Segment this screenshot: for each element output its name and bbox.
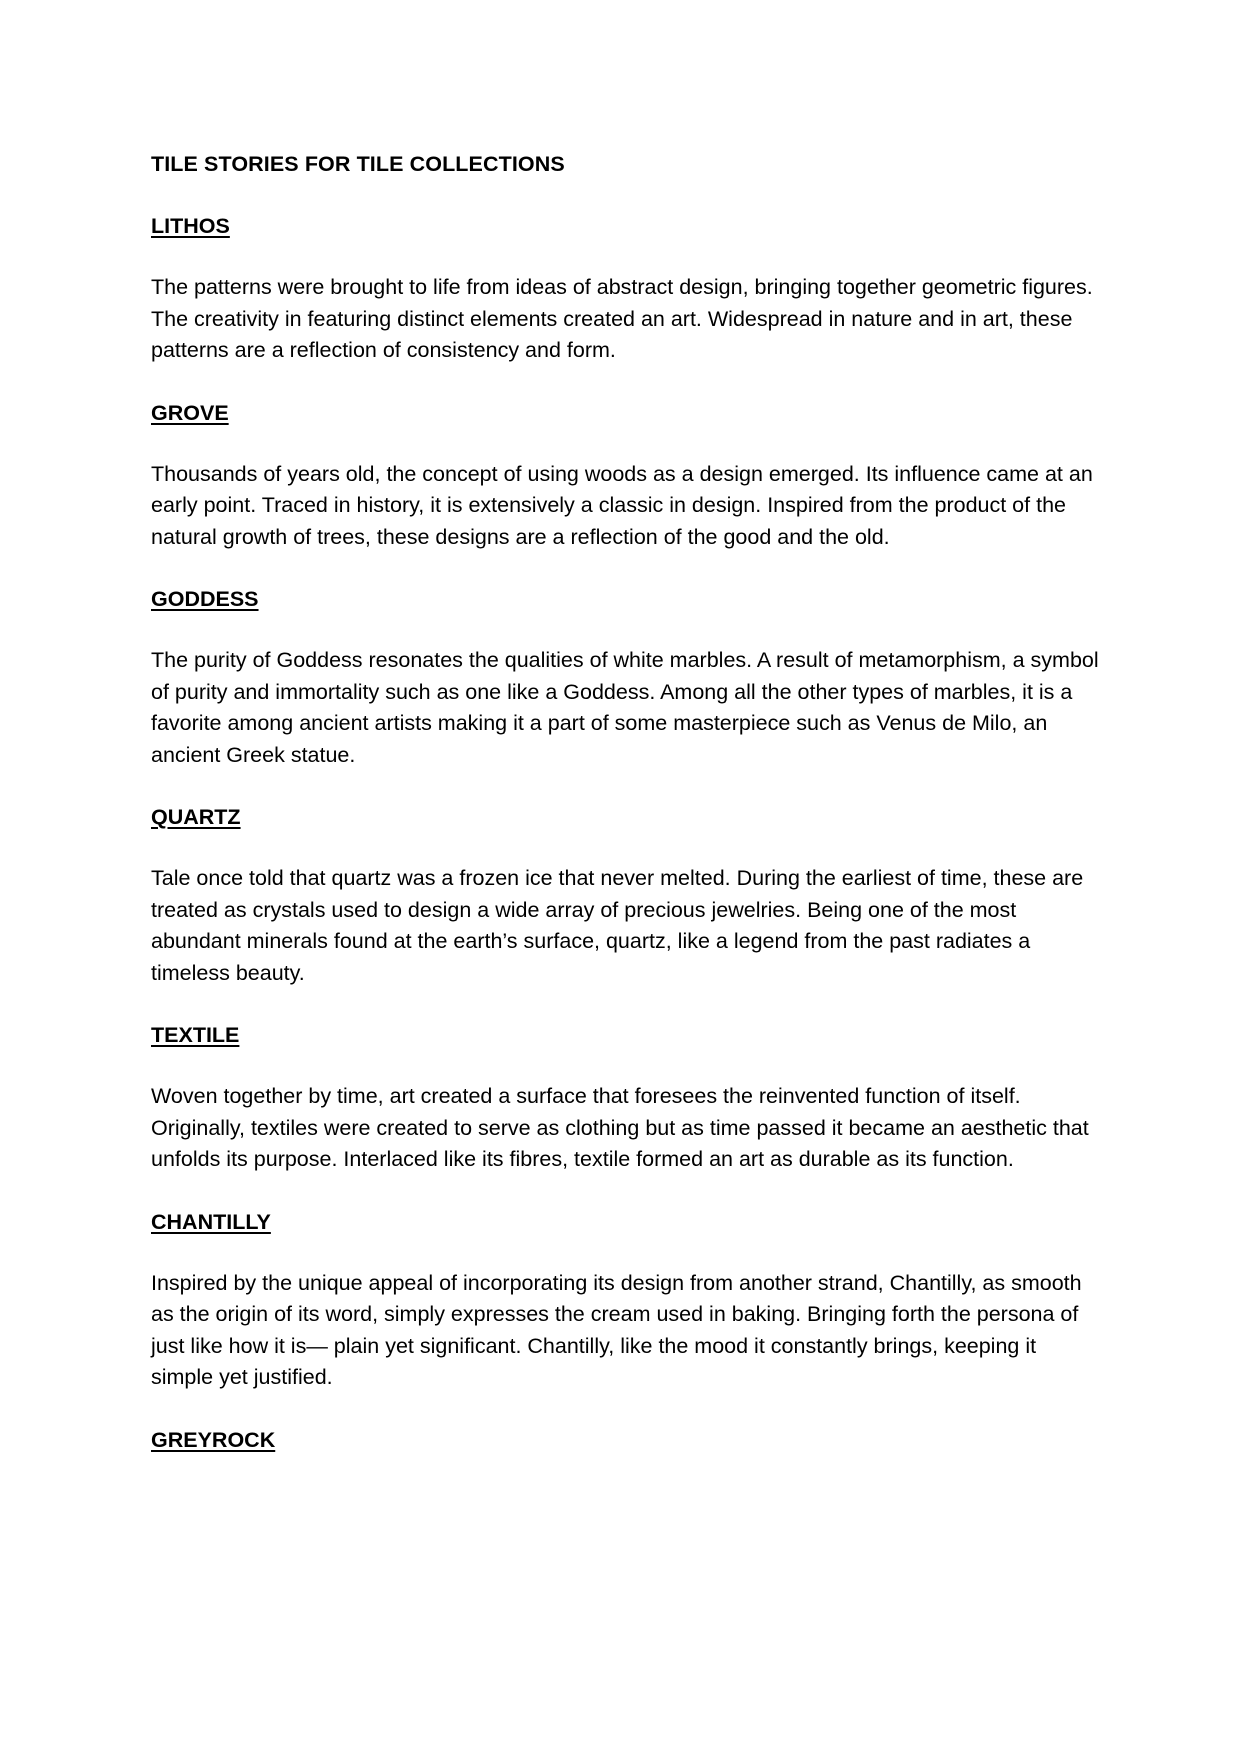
- section-body-chantilly: Inspired by the unique appeal of incorporating its design from another strand, Chantilly, as smooth as the origin of its word, simply expresses the cream used in baking. Bringing forth the persona of just like how it is— plain yet significant. Chantilly, like the mood it constantly brings, keeping it simple yet justified.: [151, 1270, 1082, 1389]
- section-heading-goddess: GODDESS: [151, 587, 259, 611]
- document-page: [151, 148, 1111, 1486]
- section-heading-chantilly: CHANTILLY: [151, 1209, 271, 1234]
- section-grove: [151, 397, 1111, 554]
- section-body-goddess: The purity of Goddess resonates the qualities of white marbles. A result of metamorphism, a symbol of purity and immortality such as one like a Goddess. Among all the other types of marbles, it is a favorite among ancient artists making it a part of some masterpiece such as Venus de Milo, an ancient Greek statue.: [151, 648, 1099, 767]
- section-body-lithos: The patterns were brought to life from ideas of abstract design, bringing together geometric figures. The creativity in featuring distinct elements created an art. Widespread in nature and in art, these patterns are a reflection of consistency and form.: [151, 275, 1093, 362]
- section-body-textile: Woven together by time, art created a surface that foresees the reinvented function of itself. Originally, textiles were created to serve as clothing but as time passed it became an aesthetic that unfolds its purpose. Interlaced like its fibres, textile formed an art as durable as its function.: [151, 1084, 1089, 1171]
- section-body-grove: Thousands of years old, the concept of using woods as a design emerged. Its influence came at an early point. Traced in history, it is extensively a classic in design. Inspired from the product of the natural growth of trees, these designs are a reflection of the good and the old.: [151, 461, 1093, 549]
- section-heading-greyrock: GREYROCK: [151, 1427, 276, 1452]
- section-heading-textile: TEXTILE: [151, 1023, 240, 1047]
- section-body-quartz: Tale once told that quartz was a frozen ice that never melted. During the earliest of time, these are treated as crystals used to design a wide array of precious jewelries. Being one of the most abundant minerals found at the earth’s surface, quartz, like a legend from the past radiates a timeless beauty.: [151, 866, 1084, 985]
- section-heading-lithos: LITHOS: [151, 214, 230, 238]
- section-quartz: [151, 801, 1111, 989]
- section-lithos: [151, 210, 1111, 367]
- document-title: TILE STORIES FOR TILE COLLECTIONS: [151, 152, 565, 176]
- section-greyrock: [151, 1424, 1111, 1456]
- section-chantilly: [151, 1206, 1111, 1394]
- section-heading-grove: GROVE: [151, 400, 229, 425]
- section-textile: [151, 1019, 1111, 1176]
- section-goddess: [151, 583, 1111, 771]
- section-heading-quartz: QUARTZ: [151, 805, 241, 829]
